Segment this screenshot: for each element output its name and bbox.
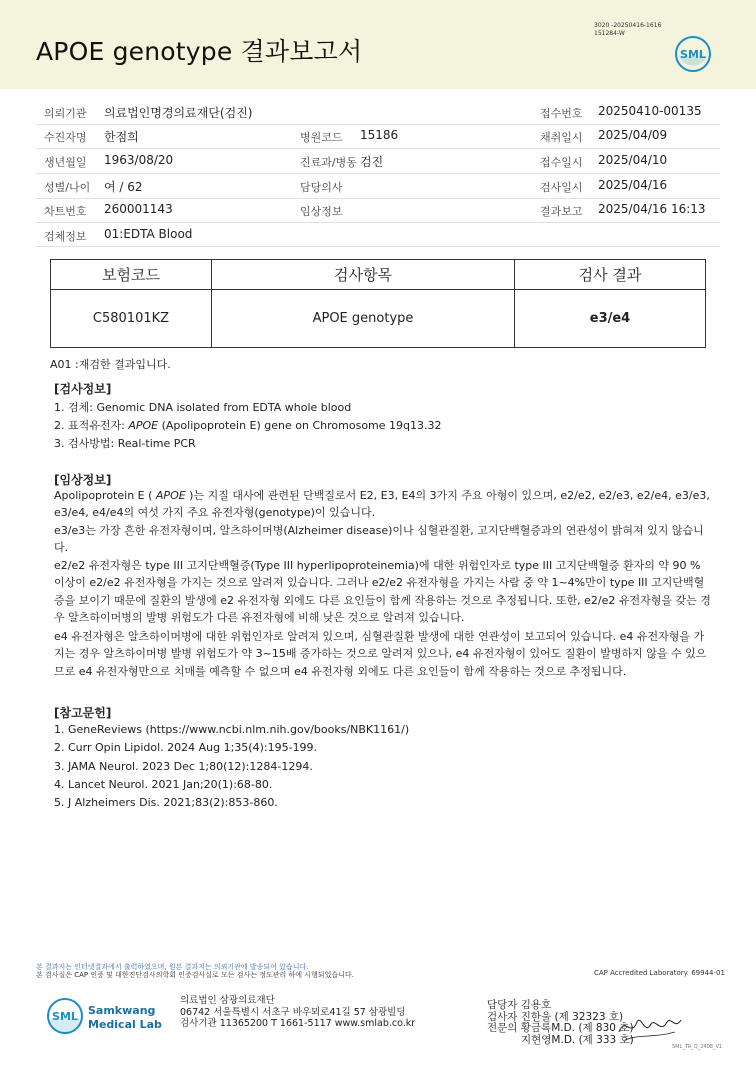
report-code-line1: 3020 -20250416-1616 xyxy=(594,22,662,29)
clinical-info-label: 임상정보 xyxy=(300,205,343,218)
footer-disclaimer-1: 본 결과지는 인터넷결과에서 출력하였으며, 원본 결과지는 의뢰기관에 발송되어 있습니다. xyxy=(36,963,309,971)
info-divider xyxy=(36,173,720,174)
staff-manager: 담당자 김용호 xyxy=(487,999,552,1011)
reference-item: 1. GeneReviews (https://www.ncbi.nlm.nih.gov/books/NBK1161/) xyxy=(54,723,410,736)
birth-label: 생년월일 xyxy=(44,156,87,169)
info-divider xyxy=(36,222,720,223)
collection-date-label: 채취일시 xyxy=(540,131,583,144)
test-result-header: 검사 결과 xyxy=(515,260,706,290)
clinical-paragraph-4: e4 유전자형은 알츠하이머병에 대한 위험인자로 알려져 있으며, 심혈관질환 발생에 대한 연관성이 보고되어 있습니다. e4 유전자형을 가지는 경우 알츠하이머병 발병 위험도가 약 3~15배 증가하는 것으로 알려져 있으나, e4 유전자형이 있어도 질환이 발병하지 않을 수 있으므로 e4 유전자형만으로 치매를 예측할 수 없으며 e4 유전자형 외에도 다른 요인들이 함께 작용하는 것으로 추정됩니다. xyxy=(54,630,707,678)
info-divider xyxy=(36,246,720,247)
footer-logo-name1: Samkwang xyxy=(88,1004,156,1017)
footer-org-name: 의료법인 삼광의료재단 xyxy=(180,995,275,1006)
samkwang-logo-icon xyxy=(44,998,164,1034)
footer-logo-name2: Medical Lab xyxy=(88,1018,162,1031)
sex-age-value: 여 / 62 xyxy=(104,180,143,194)
patient-name-label: 수진자명 xyxy=(44,131,87,144)
report-date-value: 2025/04/16 16:13 xyxy=(598,202,706,216)
cap-accreditation: CAP Accredited Laboratory. 69944-01 xyxy=(594,969,725,977)
reception-no-label: 접수번호 xyxy=(540,107,583,120)
reception-date-label: 접수일시 xyxy=(540,156,583,169)
form-version: SML_TR_Q_2408_V1 xyxy=(672,1044,723,1050)
result-table-header-row xyxy=(51,260,706,290)
insurance-code-header: 보험코드 xyxy=(51,260,212,290)
collection-date-value: 2025/04/09 xyxy=(598,128,668,142)
sml-logo-icon xyxy=(673,34,713,74)
hospital-code-label: 병원코드 xyxy=(300,131,343,144)
reference-item: 3. JAMA Neurol. 2023 Dec 1;80(12):1284-1294. xyxy=(54,760,313,773)
clinical-p1-suffix: )는 지질 대사에 관련된 단백질로서 E2, E3, E4의 3가지 주요 아형이 있으며, e2/e2, e2/e3, e2/e4, e3/e3, e3/e4, e4/e4의 여섯 가지 주요 유전자형(genotype)이 있습니다. xyxy=(54,489,710,520)
staff-specialist-2: 지현영M.D. (제 333 호) xyxy=(521,1033,634,1046)
footer-logo-text: SML xyxy=(52,1010,78,1023)
dept-label: 진료과/병동 xyxy=(300,156,357,169)
result-table-row xyxy=(51,290,706,348)
test-info-gene-suffix: (Apolipoprotein E) gene on Chromosome 19q13.32 xyxy=(158,419,442,432)
sml-logo-text: SML xyxy=(680,48,706,61)
retest-note: A01 :재검한 결과입니다. xyxy=(50,358,171,371)
reception-no-value: 20250410-00135 xyxy=(598,104,702,118)
chart-no-label: 차트번호 xyxy=(44,205,87,218)
test-info-method: 3. 검사방법: Real-time PCR xyxy=(54,437,196,450)
staff-tester: 검사자 진한울 (제 32323 호) xyxy=(487,1010,624,1023)
sex-age-label: 성별/나이 xyxy=(44,181,91,194)
insurance-code-cell: C580101KZ xyxy=(51,290,212,348)
patient-name-value: 한점희 xyxy=(104,130,139,144)
test-result-cell: e3/e4 xyxy=(515,290,706,348)
footer-organization xyxy=(180,995,415,1030)
info-divider xyxy=(36,198,720,199)
footer-address: 06742 서울특별시 서초구 바우뫼로41길 57 삼광빌딩 xyxy=(180,1006,406,1018)
test-date-label: 검사일시 xyxy=(540,181,583,194)
report-title: APOE genotype 결과보고서 xyxy=(36,37,363,66)
chart-no-value: 260001143 xyxy=(104,202,173,216)
report-code xyxy=(594,22,661,38)
test-info-title: [검사정보] xyxy=(54,382,112,396)
report-header xyxy=(0,0,756,89)
clinical-p1-prefix: Apolipoprotein E ( xyxy=(54,489,156,502)
specimen-label: 검체정보 xyxy=(44,230,87,243)
report-code-line2: 151284-W xyxy=(594,30,625,37)
test-item-header: 검사항목 xyxy=(212,260,515,290)
references-title: [참고문헌] xyxy=(54,706,112,720)
test-info-gene-prefix: 2. 표적유전자: xyxy=(54,419,129,432)
test-info-gene-name: APOE xyxy=(128,419,159,432)
dept-value: 검진 xyxy=(360,155,384,169)
clinical-paragraph-1 xyxy=(54,487,714,522)
doctor-label: 담당의사 xyxy=(300,181,343,194)
clinical-p1-gene: APOE xyxy=(155,489,186,502)
hospital-code-value: 15186 xyxy=(360,128,399,142)
footer-staff xyxy=(487,1000,634,1046)
staff-specialist-1: 전문의 황금록M.D. (제 830 호) xyxy=(487,1022,634,1035)
info-divider xyxy=(36,124,720,125)
requesting-org-label: 의뢰기관 xyxy=(44,107,87,120)
signature-icon xyxy=(615,1010,685,1044)
reference-item: 2. Curr Opin Lipidol. 2024 Aug 1;35(4):195-199. xyxy=(54,741,318,754)
test-item-cell: APOE genotype xyxy=(212,290,515,348)
requesting-org-value: 의료법인명경의료재단(검진) xyxy=(104,106,253,120)
reference-item: 5. J Alzheimers Dis. 2021;83(2):853-860. xyxy=(54,796,278,809)
clinical-info-title: [임상정보] xyxy=(54,473,112,487)
reception-date-value: 2025/04/10 xyxy=(598,153,668,167)
reference-item: 4. Lancet Neurol. 2021 Jan;20(1):68-80. xyxy=(54,778,273,791)
birth-value: 1963/08/20 xyxy=(104,153,174,167)
clinical-paragraph-3: e2/e2 유전자형은 type III 고지단백혈증(Type III hyperlipoproteinemia)에 대한 위험인자로 type III 고지단백혈증 환자의 약 90 % 이상이 e2/e2 유전자형을 가지는 것으로 알려져 있습니다. 그러나 e2/e2 유전자형을 가지는 사람 중 약 1~4%만이 type III 고지단백혈증을 보이기 때문에 질환의 발생에 e2 유전자형 외에도 다른 요인들이 함께 작용하는 것으로 추정됩니다. 또한, e2/e2 유전자형을 갖는 경우 알츠하이머병의 발병 위험도가 다른 유전자형에 비해 낮은 것으로 알려져 있습니다. xyxy=(54,559,711,624)
specimen-value: 01:EDTA Blood xyxy=(104,227,193,241)
footer-disclaimer-2: 본 검사실은 CAP 인증 및 대한진단검사의학회 인증검사실로 모든 검사는 정도관리 하에 시행되었습니다. xyxy=(36,971,354,979)
footer-contact: 검사기관 11365200 T 1661-5117 www.smlab.co.kr xyxy=(180,1018,416,1029)
test-date-value: 2025/04/16 xyxy=(598,178,668,192)
report-date-label: 결과보고 xyxy=(540,205,583,218)
test-info-gene xyxy=(54,417,442,433)
clinical-paragraph-2: e3/e3는 가장 흔한 유전자형이며, 알츠하이머병(Alzheimer disease)이나 심혈관질환, 고지단백혈증과의 연관성이 밝혀져 있지 않습니다. xyxy=(54,524,704,555)
result-table xyxy=(50,259,706,348)
test-info-specimen: 1. 검체: Genomic DNA isolated from EDTA whole blood xyxy=(54,401,352,414)
info-divider xyxy=(36,148,720,149)
